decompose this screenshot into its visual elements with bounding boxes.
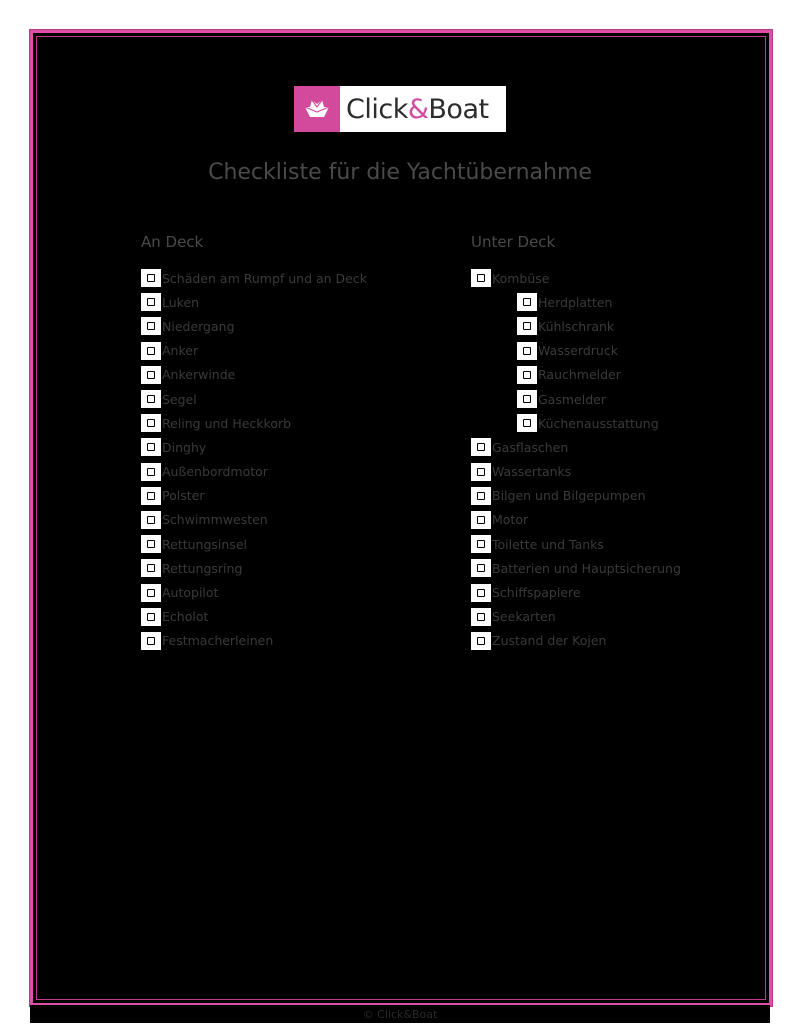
checkbox-square-icon bbox=[147, 589, 155, 597]
checkbox-square-icon bbox=[147, 564, 155, 572]
footer-copyright: © Click&Boat bbox=[362, 1008, 438, 1021]
checklist-item bbox=[141, 435, 367, 459]
checklist-item-label: Zustand der Kojen bbox=[492, 633, 607, 649]
checkbox[interactable] bbox=[517, 293, 537, 311]
checklist-item bbox=[141, 314, 367, 338]
checkbox-square-icon bbox=[523, 298, 531, 306]
checklist-item-label: Bilgen und Bilgepumpen bbox=[492, 488, 646, 504]
checkbox-square-icon bbox=[147, 637, 155, 645]
checklist-item-label: Seekarten bbox=[492, 609, 556, 625]
checklist-item-label: Motor bbox=[492, 512, 529, 528]
checkbox[interactable] bbox=[471, 584, 491, 602]
checkbox-square-icon bbox=[477, 613, 485, 621]
checkbox[interactable] bbox=[141, 559, 161, 577]
checklist-unter-deck bbox=[471, 266, 681, 653]
logo-word-boat: Boat bbox=[428, 93, 489, 125]
checklist-item bbox=[141, 629, 367, 653]
checkbox-square-icon bbox=[477, 540, 485, 548]
checkbox-square-icon bbox=[523, 395, 531, 403]
checklist-item bbox=[471, 435, 681, 459]
checklist-item-label: Rauchmelder bbox=[538, 367, 621, 383]
checklist-item-label: Gasflaschen bbox=[492, 439, 569, 455]
checkbox-square-icon bbox=[147, 371, 155, 379]
checklist-item bbox=[471, 363, 681, 387]
checkbox[interactable] bbox=[141, 608, 161, 626]
checklist-item bbox=[471, 629, 681, 653]
checkbox[interactable] bbox=[517, 342, 537, 360]
checklist-an-deck bbox=[141, 266, 367, 653]
checklist-item bbox=[141, 580, 367, 604]
logo-ampersand: & bbox=[407, 93, 429, 125]
checkbox[interactable] bbox=[471, 608, 491, 626]
checkbox[interactable] bbox=[141, 535, 161, 553]
checkbox-square-icon bbox=[477, 443, 485, 451]
checklist-item-label: Schwimmwesten bbox=[162, 512, 268, 528]
checklist-item bbox=[141, 290, 367, 314]
checkbox[interactable] bbox=[141, 487, 161, 505]
checkbox[interactable] bbox=[141, 584, 161, 602]
checkbox-square-icon bbox=[147, 395, 155, 403]
checklist-item bbox=[471, 387, 681, 411]
checklist-item bbox=[471, 556, 681, 580]
checklist-item-label: Herdplatten bbox=[538, 294, 613, 310]
checklist-item bbox=[141, 387, 367, 411]
checklist-item-label: Schiffspapiere bbox=[492, 585, 581, 601]
checklist-item-label: Rettungsinsel bbox=[162, 536, 247, 552]
checkbox[interactable] bbox=[517, 414, 537, 432]
checkbox[interactable] bbox=[141, 414, 161, 432]
checklist-item bbox=[141, 339, 367, 363]
checklist-item bbox=[471, 580, 681, 604]
checkbox[interactable] bbox=[471, 632, 491, 650]
checkbox[interactable] bbox=[471, 269, 491, 287]
checklist-item-label: Kombüse bbox=[492, 270, 550, 286]
checkbox-square-icon bbox=[477, 516, 485, 524]
checklist-item bbox=[141, 411, 367, 435]
checkbox-square-icon bbox=[477, 468, 485, 476]
checklist-item-label: Batterien und Hauptsicherung bbox=[492, 560, 681, 576]
checklist-item-label: Niedergang bbox=[162, 318, 235, 334]
checklist-item-label: Schäden am Rumpf und an Deck bbox=[162, 270, 367, 286]
logo-word-click: Click bbox=[346, 93, 408, 125]
checklist-item-label: Polster bbox=[162, 488, 205, 504]
checklist-item-label: Gasmelder bbox=[538, 391, 606, 407]
checklist-item-label: Festmacherleinen bbox=[162, 633, 274, 649]
checkbox-square-icon bbox=[147, 492, 155, 500]
checkbox[interactable] bbox=[471, 559, 491, 577]
click-and-boat-logo bbox=[294, 86, 506, 132]
checklist-item-label: Toilette und Tanks bbox=[492, 536, 604, 552]
checkbox[interactable] bbox=[141, 438, 161, 456]
checklist-item bbox=[471, 314, 681, 338]
logo-badge bbox=[294, 86, 340, 132]
checklist-item bbox=[141, 605, 367, 629]
checkbox-square-icon bbox=[147, 419, 155, 427]
checklist-item-label: Wassertanks bbox=[492, 464, 572, 480]
checkbox-square-icon bbox=[477, 274, 485, 282]
checkbox[interactable] bbox=[471, 511, 491, 529]
checkbox[interactable] bbox=[141, 366, 161, 384]
checkbox-square-icon bbox=[147, 347, 155, 355]
checkbox-square-icon bbox=[147, 322, 155, 330]
checkbox-square-icon bbox=[147, 468, 155, 476]
checklist-item-label: Ankerwinde bbox=[162, 367, 236, 383]
checkbox[interactable] bbox=[141, 463, 161, 481]
checkbox-square-icon bbox=[147, 274, 155, 282]
checklist-item-label: Autopilot bbox=[162, 585, 219, 601]
checkbox[interactable] bbox=[141, 293, 161, 311]
checkbox-square-icon bbox=[523, 322, 531, 330]
checklist-item-label: Rettungsring bbox=[162, 560, 243, 576]
logo-wordmark bbox=[340, 94, 489, 125]
checkbox[interactable] bbox=[517, 317, 537, 335]
checkbox-square-icon bbox=[147, 516, 155, 524]
checklist-item bbox=[141, 484, 367, 508]
checkbox-square-icon bbox=[147, 443, 155, 451]
checkbox[interactable] bbox=[517, 390, 537, 408]
checklist-item-label: Küchenausstattung bbox=[538, 415, 659, 431]
checklist-item bbox=[141, 532, 367, 556]
checkbox[interactable] bbox=[141, 632, 161, 650]
checklist-item bbox=[471, 460, 681, 484]
checkbox[interactable] bbox=[471, 487, 491, 505]
checklist-item bbox=[471, 266, 681, 290]
section-heading-unter-deck: Unter Deck bbox=[471, 233, 556, 251]
document-title: Checkliste für die Yachtübernahme bbox=[208, 160, 592, 185]
checkbox[interactable] bbox=[141, 269, 161, 287]
checklist-item-label: Kühlschrank bbox=[538, 318, 615, 334]
paper-boat-icon bbox=[301, 96, 333, 122]
checklist-item-label: Dinghy bbox=[162, 439, 207, 455]
checkbox-square-icon bbox=[523, 371, 531, 379]
checkbox[interactable] bbox=[517, 366, 537, 384]
checkbox[interactable] bbox=[471, 535, 491, 553]
checkbox-square-icon bbox=[477, 589, 485, 597]
checkbox[interactable] bbox=[471, 463, 491, 481]
checklist-item bbox=[141, 363, 367, 387]
checkbox[interactable] bbox=[141, 511, 161, 529]
section-heading-an-deck: An Deck bbox=[141, 233, 204, 251]
checkbox-square-icon bbox=[477, 564, 485, 572]
checkbox-square-icon bbox=[523, 419, 531, 427]
checkbox[interactable] bbox=[141, 390, 161, 408]
checkbox-square-icon bbox=[477, 492, 485, 500]
checkbox[interactable] bbox=[471, 438, 491, 456]
checklist-item-label: Echolot bbox=[162, 609, 209, 625]
checklist-item bbox=[471, 484, 681, 508]
checklist-item bbox=[141, 556, 367, 580]
checklist-item bbox=[141, 460, 367, 484]
checklist-item bbox=[471, 508, 681, 532]
checklist-item-label: Segel bbox=[162, 391, 197, 407]
checklist-item bbox=[471, 532, 681, 556]
checklist-item bbox=[471, 339, 681, 363]
checkbox-square-icon bbox=[147, 613, 155, 621]
checkbox-square-icon bbox=[147, 540, 155, 548]
checklist-item bbox=[471, 411, 681, 435]
checklist-item-label: Reling und Heckkorb bbox=[162, 415, 292, 431]
checklist-item-label: Anker bbox=[162, 343, 199, 359]
checkbox-square-icon bbox=[523, 347, 531, 355]
checkbox-square-icon bbox=[477, 637, 485, 645]
checklist-item-label: Wasserdruck bbox=[538, 343, 618, 359]
checklist-item-label: Luken bbox=[162, 294, 200, 310]
checklist-item bbox=[141, 508, 367, 532]
checklist-item bbox=[141, 266, 367, 290]
checklist-item bbox=[471, 605, 681, 629]
checkbox[interactable] bbox=[141, 317, 161, 335]
checkbox-square-icon bbox=[147, 298, 155, 306]
checklist-item-label: Außenbordmotor bbox=[162, 464, 268, 480]
checklist-item bbox=[471, 290, 681, 314]
checkbox[interactable] bbox=[141, 342, 161, 360]
